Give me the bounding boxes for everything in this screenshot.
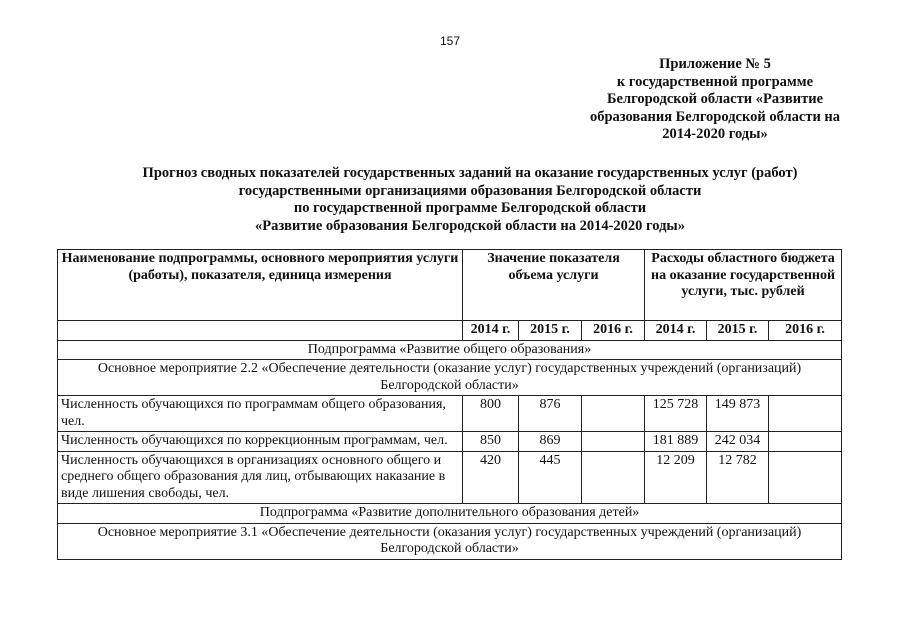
indicator-name: Численность обучающихся в организациях основного общего и среднего общего образования для лиц, отбывающих наказание в виде лишения свободы, чел. — [58, 451, 463, 504]
title-line: по государственной программе Белгородской области — [293, 200, 647, 216]
subprogram-row — [58, 340, 842, 360]
appendix-line: образования Белгородской области на — [589, 108, 841, 125]
expense-2015: 242 034 — [707, 432, 769, 452]
measure-title: Основное мероприятие 3.1 «Обеспечение деятельности (оказания услуг) государственных учреждений (организаций) Белгородской области» — [58, 523, 842, 559]
header-volume-column: Значение показателя объема услуги — [463, 250, 645, 321]
subprogram-title: Подпрограмма «Развитие дополнительного образования детей» — [58, 504, 842, 524]
title-line: государственными организациями образования Белгородской области — [238, 182, 702, 199]
title-line: Прогноз сводных показателей государственных заданий на оказание государственных услуг (работ) — [142, 165, 798, 181]
header-year-volume-2014: 2014 г. — [463, 321, 519, 341]
header-year-expense-2015: 2015 г. — [707, 321, 769, 341]
measure-title: Основное мероприятие 2.2 «Обеспечение деятельности (оказание услуг) государственных учреждений (организаций) Белгородской области» — [58, 360, 842, 396]
header-name-column: Наименование подпрограммы, основного мероприятия услуги (работы), показателя, единица измерения — [58, 250, 463, 321]
subprogram-title: Подпрограмма «Развитие общего образования» — [58, 340, 842, 360]
volume-2014: 420 — [463, 451, 519, 504]
volume-2016 — [582, 451, 645, 504]
header-expense-column: Расходы областного бюджета на оказание государственной услуги, тыс. рублей — [645, 250, 842, 321]
header-year-expense-2014: 2014 г. — [645, 321, 707, 341]
measure-row — [58, 360, 842, 396]
volume-2014: 850 — [463, 432, 519, 452]
header-year-volume-2015: 2015 г. — [519, 321, 582, 341]
appendix-line: Приложение № 5 — [659, 56, 771, 72]
volume-2015: 445 — [519, 451, 582, 504]
expense-2014: 125 728 — [645, 396, 707, 432]
appendix-line: к государственной программе — [616, 73, 814, 90]
document-title — [60, 165, 880, 235]
table-row — [58, 451, 842, 504]
expense-2016 — [769, 432, 842, 452]
title-line: «Развитие образования Белгородской области на 2014-2020 годы» — [254, 217, 685, 234]
table-row — [58, 396, 842, 432]
appendix-line: 2014-2020 годы» — [662, 126, 768, 142]
indicator-name: Численность обучающихся по коррекционным программам, чел. — [58, 432, 463, 452]
expense-2015: 12 782 — [707, 451, 769, 504]
table-row — [58, 432, 842, 452]
expense-2016 — [769, 396, 842, 432]
header-year-expense-2016: 2016 г. — [769, 321, 842, 341]
measure-row — [58, 523, 842, 559]
expense-2014: 12 209 — [645, 451, 707, 504]
volume-2016 — [582, 432, 645, 452]
header-year-empty — [58, 321, 463, 341]
expense-2015: 149 873 — [707, 396, 769, 432]
expense-2016 — [769, 451, 842, 504]
forecast-table — [57, 249, 842, 560]
appendix-heading — [560, 56, 870, 144]
indicator-name: Численность обучающихся по программам общего образования, чел. — [58, 396, 463, 432]
header-years-row — [58, 321, 842, 341]
volume-2016 — [582, 396, 645, 432]
header-row — [58, 250, 842, 321]
expense-2014: 181 889 — [645, 432, 707, 452]
page-number: 157 — [439, 34, 461, 48]
volume-2015: 869 — [519, 432, 582, 452]
header-year-volume-2016: 2016 г. — [582, 321, 645, 341]
appendix-line: Белгородской области «Развитие — [606, 91, 824, 107]
volume-2015: 876 — [519, 396, 582, 432]
volume-2014: 800 — [463, 396, 519, 432]
subprogram-row — [58, 504, 842, 524]
